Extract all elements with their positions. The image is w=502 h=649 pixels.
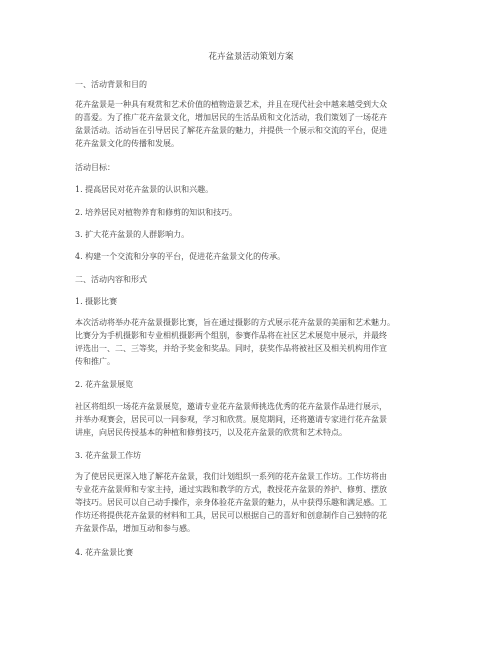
subsection-title: 3. 花卉盆景工作坊 bbox=[75, 451, 142, 460]
paragraph-line: 评选出一、二、三等奖，并给予奖金和奖品。同时，获奖作品将被社区及相关机构用作宣 bbox=[75, 344, 387, 353]
paragraph-line: 等技巧。居民可以自己动手操作，亲身体验花卉盆景的魅力，从中获得乐趣和满足感。工 bbox=[75, 498, 387, 507]
paragraph-line: 的喜爱。为了推广花卉盆景文化，增加居民的生活品质和文化活动，我们策划了一场花卉 bbox=[75, 113, 387, 122]
section-heading: 一、活动背景和目的 bbox=[75, 80, 147, 89]
section-heading: 二、活动内容和形式 bbox=[75, 275, 147, 284]
paragraph-line: 卉盆景作品，增加互动和参与感。 bbox=[75, 524, 195, 533]
paragraph-line: 为了使居民更深入地了解花卉盆景，我们计划组织一系列的花卉盆景工作坊。工作坊将由 bbox=[75, 472, 387, 481]
paragraph-line: 花卉盆景文化的传播和发展。 bbox=[75, 139, 179, 148]
paragraph-line: 盆景活动。活动旨在引导居民了解花卉盆景的魅力，并提供一个展示和交流的平台，促进 bbox=[75, 126, 387, 135]
paragraph-line: 社区将组织一场花卉盆景展览，邀请专业花卉盆景师挑选优秀的花卉盆景作品进行展示， bbox=[75, 402, 387, 411]
goal-item: 1. 提高居民对花卉盆景的认识和兴趣。 bbox=[75, 185, 214, 194]
paragraph-line: 花卉盆景是一种具有观赏和艺术价值的植物造景艺术，并且在现代社会中越来越受到大众 bbox=[75, 100, 387, 109]
document-title: 花卉盆景活动策划方案 bbox=[208, 52, 294, 62]
paragraph-line: 传和推广。 bbox=[75, 357, 115, 366]
goal-item: 4. 构建一个交流和分享的平台，促进花卉盆景文化的传承。 bbox=[75, 252, 286, 261]
subsection-title: 2. 花卉盆景展览 bbox=[75, 380, 134, 389]
goal-item: 3. 扩大花卉盆景的人群影响力。 bbox=[75, 230, 190, 239]
paragraph-line: 比赛分为手机摄影和专业相机摄影两个组别，参赛作品将在社区艺术展览中展示，并最终 bbox=[75, 331, 387, 340]
paragraph-line: 专业花卉盆景师和专家主持，通过实践和教学的方式，教授花卉盆景的养护、修剪、摆放 bbox=[75, 485, 387, 494]
goal-item: 2. 培养居民对植物养育和修剪的知识和技巧。 bbox=[75, 208, 238, 217]
subsection-title: 4. 花卉盆景比赛 bbox=[75, 548, 134, 557]
goals-label: 活动目标： bbox=[75, 163, 115, 172]
paragraph-line: 本次活动将举办花卉盆景摄影比赛，旨在通过摄影的方式展示花卉盆景的美丽和艺术魅力。 bbox=[75, 318, 395, 327]
paragraph-line: 讲座，向居民传授基本的种植和修剪技巧，以及花卉盆景的欣赏和艺术特点。 bbox=[75, 428, 347, 437]
paragraph-line: 作坊还将提供花卉盆景的材料和工具，居民可以根据自己的喜好和创意制作自己独特的花 bbox=[75, 511, 387, 520]
subsection-title: 1. 摄影比赛 bbox=[75, 297, 118, 306]
paragraph-line: 并举办观赛会，居民可以一同参观，学习和欣赏。展览期间，还将邀请专家进行花卉盆景 bbox=[75, 415, 387, 424]
